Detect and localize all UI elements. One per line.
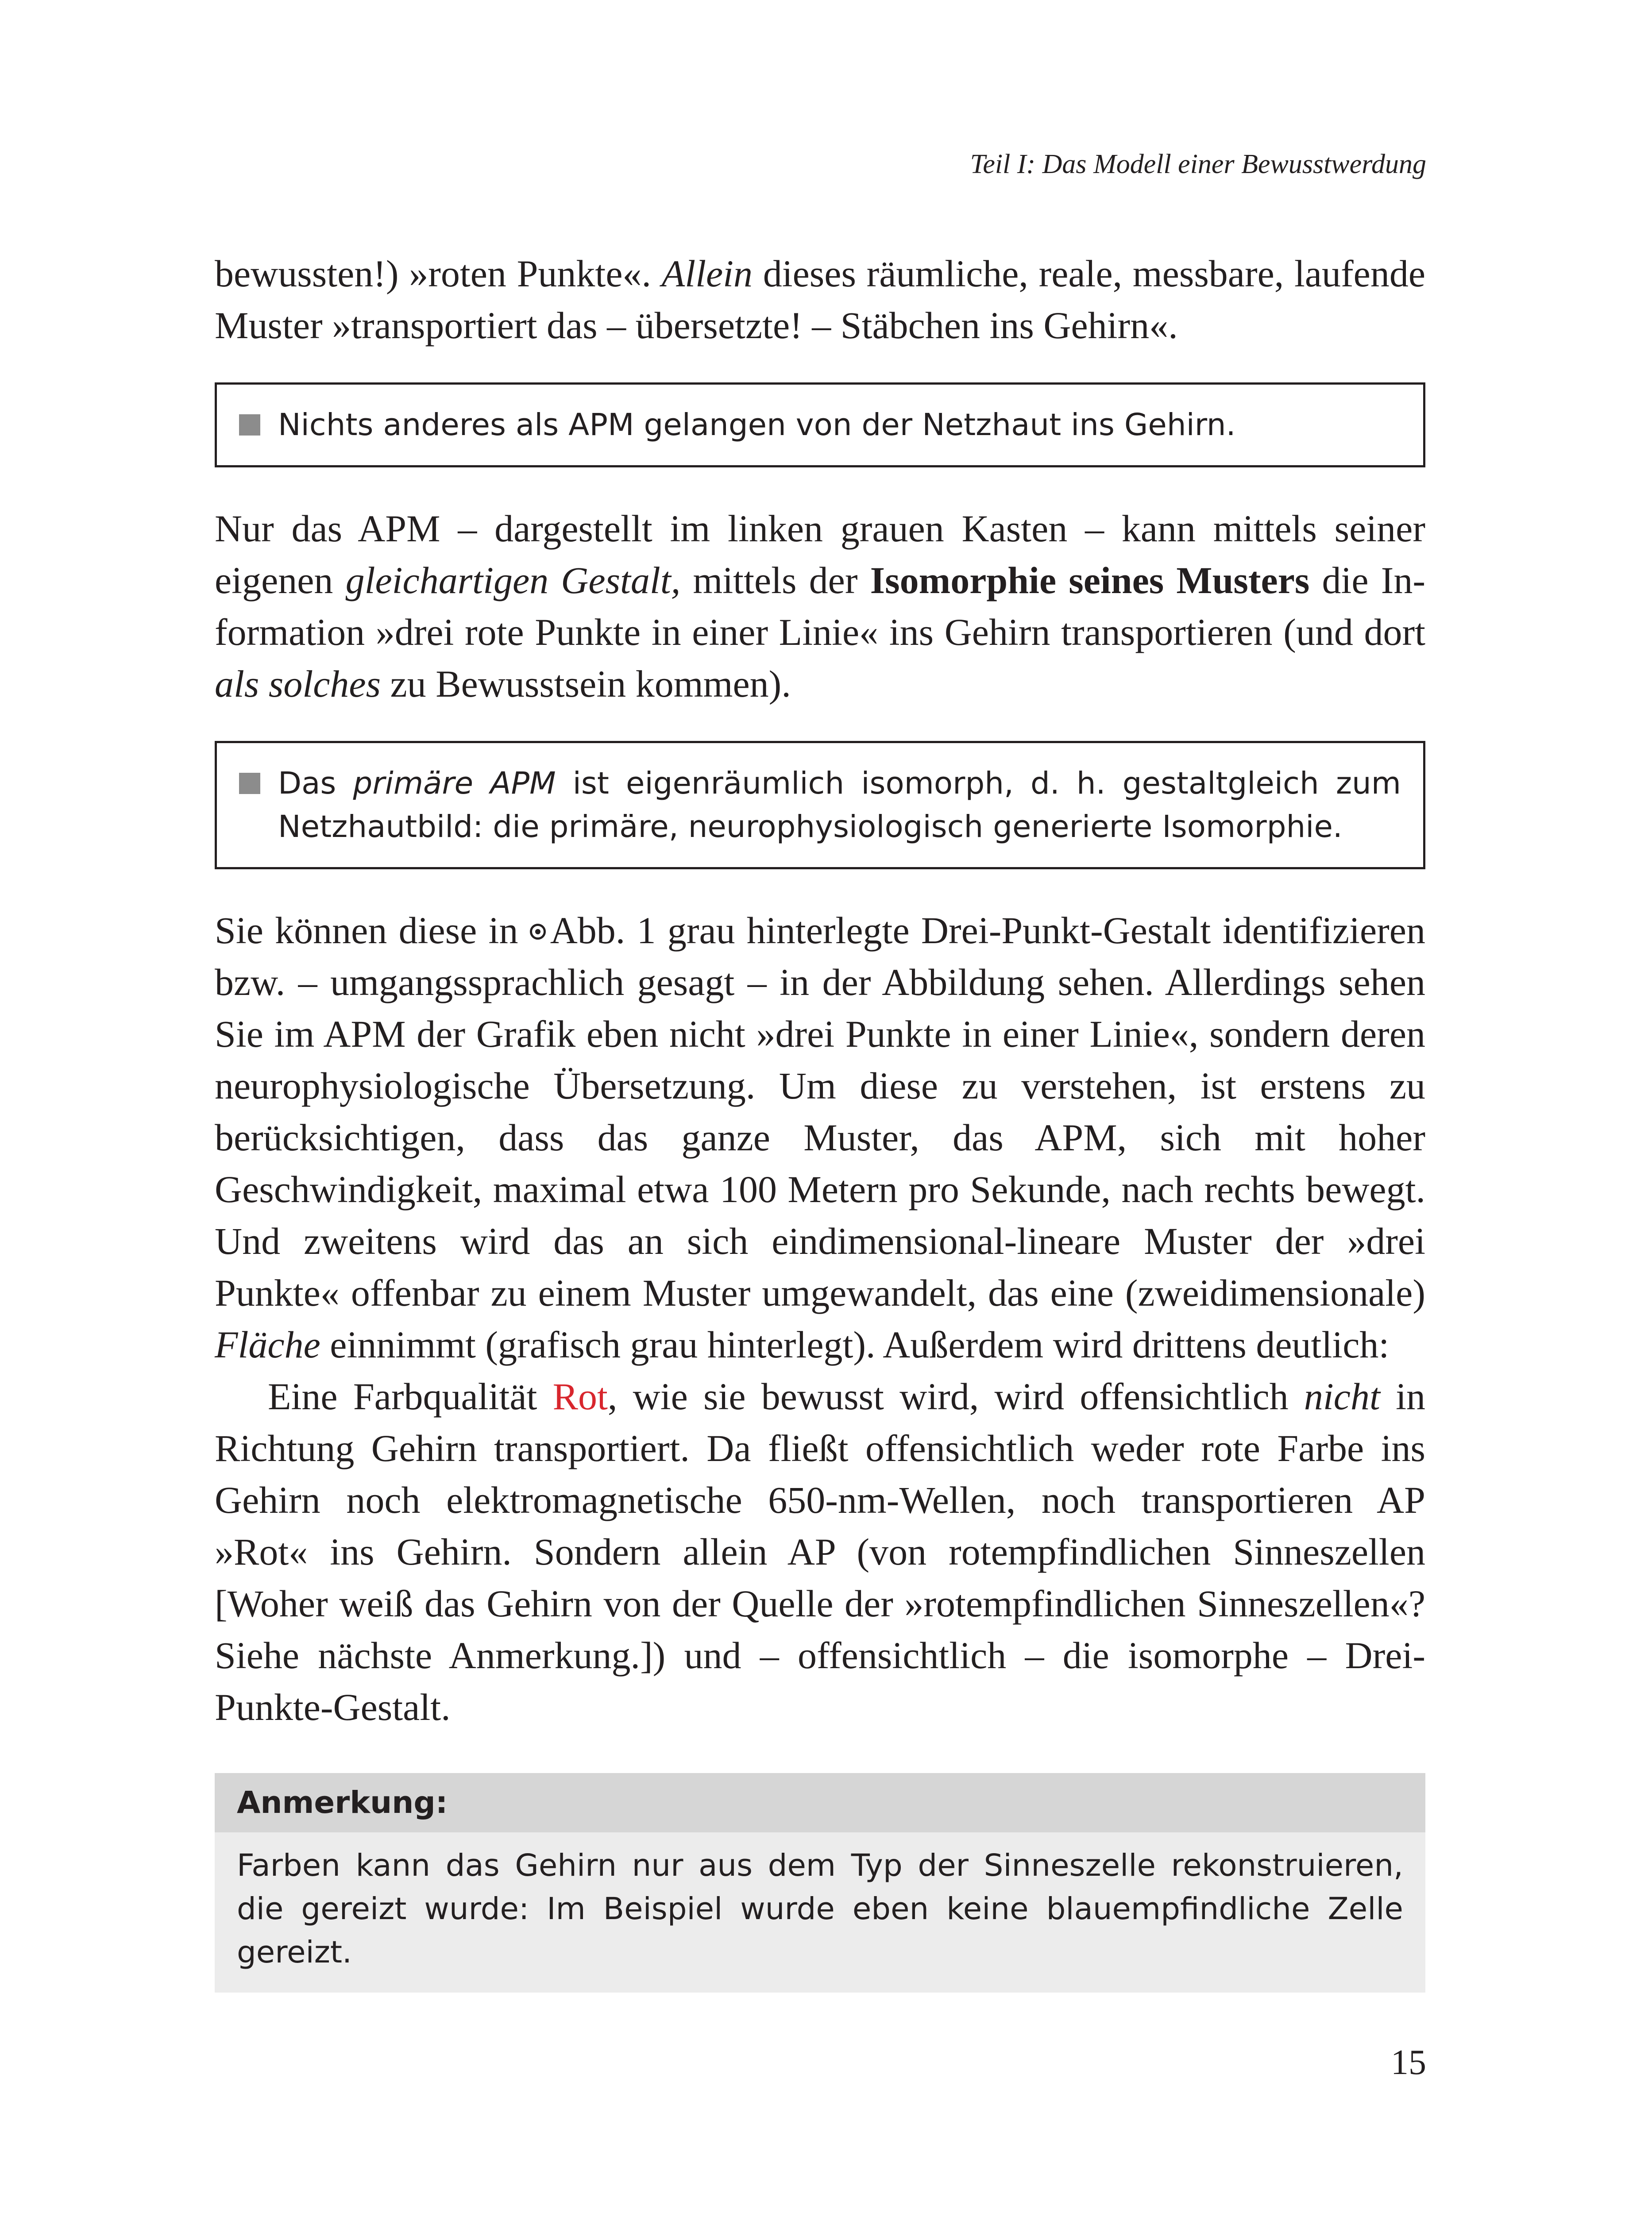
text-span: Nur das APM – dargestellt im linken grauen Kasten – kann mittels seiner eigenen bbox=[215, 507, 1425, 601]
bold-isomorphie: Isomorphie seines Musters bbox=[870, 559, 1310, 601]
text-span: Abb. 1 grau hinterlegte Drei-Punkt-Gestalt identifizieren bzw. – umgangssprachlich gesagt – in der Abbildung sehen. Allerdings sehen Sie im APM der Grafik eben nicht »drei Punkte in einer Linie«, sondern deren neurophysiologische Übersetzung. Um diese zu verstehen, ist erstens zu berücksichtigen, dass das ganze Muster, das APM, sich mit hoher Geschwindigkeit, maximal etwa 100 Metern pro Sekunde, nach rechts bewegt. Und zweitens wird das an sich eindimensional-lineare Muster der »drei Punkte« offenbar zu einem Muster umgewandelt, das eine (zweidimensionale) bbox=[215, 909, 1425, 1314]
square-bullet-icon bbox=[239, 773, 260, 794]
key-statement-box-1 bbox=[215, 382, 1425, 467]
key-statement-box-2 bbox=[215, 741, 1425, 869]
text-span: die Information »drei rote Punkte in einer Linie« ins Gehirn transportieren (und dort bbox=[215, 559, 1426, 653]
page-number: 15 bbox=[1391, 2043, 1426, 2082]
text-flow bbox=[215, 248, 1425, 1993]
paragraph-2 bbox=[215, 503, 1425, 710]
paragraph-4 bbox=[215, 1371, 1425, 1733]
annotation-body: Farben kann das Gehirn nur aus dem Typ der Sinneszelle rekonstruieren, die gereizt wurde: Im Beispiel wurde eben keine blauempfindliche Zelle gereizt. bbox=[237, 1848, 1403, 1970]
paragraph-1 bbox=[215, 248, 1425, 351]
text-span: einnimmt (grafisch grau hinterlegt). Außerdem wird drittens deutlich: bbox=[320, 1323, 1390, 1366]
text-span: mittels der bbox=[680, 559, 870, 601]
key-statement-text: Nichts anderes als APM gelangen von der Netzhaut ins Gehirn. bbox=[278, 407, 1236, 443]
paragraph-3 bbox=[215, 905, 1425, 1371]
emphasis-allein: Allein bbox=[661, 252, 753, 295]
emphasis-nicht: nicht bbox=[1304, 1375, 1380, 1418]
emphasis-gleichartigen-gestalt: gleichartigen Gestalt, bbox=[345, 559, 681, 601]
text-span: Das bbox=[278, 766, 353, 801]
key-statement-text bbox=[278, 762, 1401, 848]
emphasis-als-solches: als solches bbox=[215, 663, 381, 705]
text-span: ist eigenräumlich isomorph, d. h. gestaltgleich zum Netzhautbild: die primäre, neurophysiologisch generierte Isomorphie. bbox=[278, 766, 1401, 844]
text-span: bewussten!) »roten Punkte«. bbox=[215, 252, 662, 295]
annotation-box bbox=[215, 1773, 1425, 1993]
text-span: in Richtung Gehirn transportiert. Da fließt offensichtlich weder rote Farbe ins Gehirn noch elektromagnetische 650-nm-Wellen, noch transportieren AP »Rot« ins Gehirn. Sondern allein AP (von rotempfindlichen Sinneszellen [Woher weiß das Gehirn von der Quelle der »rotempfindlichen Sinneszellen«? Siehe nächste Anmerkung.]) und – offensichtlich – die isomorphe – Drei-Punkte-Gestalt. bbox=[215, 1375, 1425, 1728]
text-span: zu Bewusstsein kommen). bbox=[381, 663, 791, 705]
figure-reference-icon bbox=[530, 924, 546, 940]
emphasis-flaeche: Fläche bbox=[215, 1323, 320, 1366]
text-span: , wie sie bewusst wird, wird offensichtlich bbox=[607, 1375, 1304, 1418]
red-word-rot: Rot bbox=[552, 1375, 608, 1418]
text-span: dieses räumliche, reale, messbare, laufende Muster »transportiert das – übersetzte! – Stäbchen ins Gehirn«. bbox=[215, 252, 1425, 347]
emphasis-primaere-apm: primäre APM bbox=[353, 766, 556, 801]
annotation-title: Anmerkung: bbox=[215, 1773, 1425, 1832]
text-span: Sie können diese in bbox=[215, 909, 530, 952]
square-bullet-icon bbox=[239, 414, 260, 436]
running-head: Teil I: Das Modell einer Bewusstwerdung bbox=[970, 149, 1426, 179]
text-span: Eine Farbqualität bbox=[268, 1375, 553, 1418]
